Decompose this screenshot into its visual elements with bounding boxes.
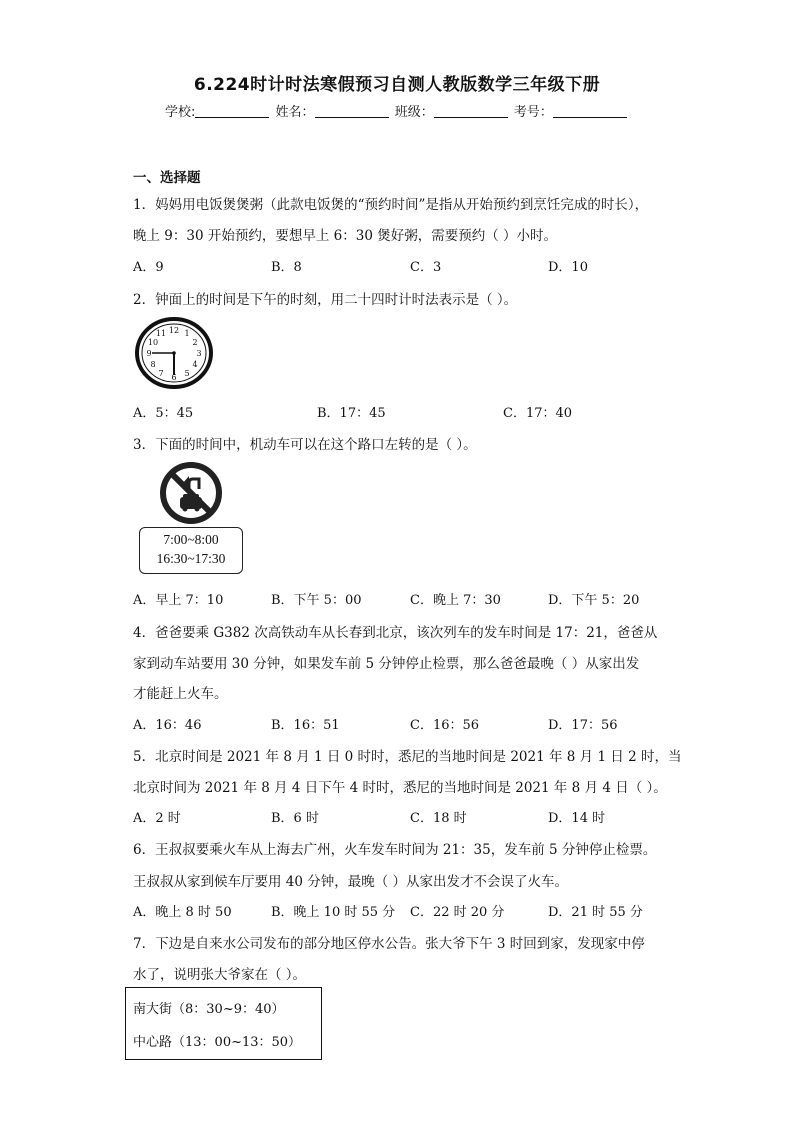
notice-line-1: 南大街（8：30~9：40） xyxy=(133,1002,285,1017)
q6-option-b: B．晚上 10 时 55 分 xyxy=(271,905,396,920)
notice-line-2: 中心路（13：00~13：50） xyxy=(133,1035,302,1050)
q6-option-d: D．21 时 55 分 xyxy=(548,905,643,920)
q6-line-1: 6．王叔叔要乘火车从上海去广州，火车发车时间为 21：35，发车前 5 分钟停止检票。 xyxy=(133,842,657,858)
q4-line-2: 家到动车站要用 30 分钟，如果发车前 5 分钟停止检票，那么爸爸最晚（ ）从家出发 xyxy=(133,656,640,672)
water-outage-notice xyxy=(125,987,322,1060)
name-label: 姓名： xyxy=(275,105,315,120)
q1-option-d: D．10 xyxy=(548,260,588,275)
q2-line-1: 2．钟面上的时间是下午的时刻，用二十四时计时法表示是（ ）。 xyxy=(133,292,518,308)
school-label: 学校: xyxy=(165,105,196,120)
q4-option-d: D．17：56 xyxy=(548,718,618,733)
svg-text:11: 11 xyxy=(155,329,167,338)
q5-option-a: A．2 时 xyxy=(133,811,181,826)
q1-line-1: 1．妈妈用电饭煲煲粥（此款电饭煲的“预约时间”是指从开始预约到烹饪完成的时长）， xyxy=(133,197,649,213)
class-label: 班级： xyxy=(394,105,434,120)
q6-option-a: A．晚上 8 时 50 xyxy=(133,905,232,920)
q5-option-c: C．18 时 xyxy=(410,811,467,826)
svg-text:1: 1 xyxy=(184,329,190,338)
q6-line-2: 王叔叔从家到候车厅要用 40 分钟，最晚（ ）从家出发才不会误了火车。 xyxy=(133,874,569,890)
q3-option-b: B．下午 5：00 xyxy=(271,593,362,608)
school-blank xyxy=(195,105,269,118)
q5-line-2: 北京时间为 2021 年 8 月 4 日下午 4 时时，悉尼的当地时间是 2021 年 8 月 4 日（ ）。 xyxy=(133,780,667,796)
svg-text:5: 5 xyxy=(184,369,190,378)
traffic-sign xyxy=(139,461,245,574)
q3-line-1: 3．下面的时间中，机动车可以在这个路口左转的是（ ）。 xyxy=(133,437,477,453)
id-blank xyxy=(553,105,627,118)
sign-time-1: 7:00~8:00 xyxy=(163,532,219,547)
svg-text:6: 6 xyxy=(171,373,177,382)
svg-text:4: 4 xyxy=(192,360,198,369)
q3-option-c: C．晚上 7：30 xyxy=(410,593,501,608)
student-info-row xyxy=(165,101,629,120)
q7-line-1: 7．下边是自来水公司发布的部分地区停水公告。张大爷下午 3 时回到家，发现家中停 xyxy=(133,936,645,952)
q5-option-d: D．14 时 xyxy=(548,811,606,826)
svg-text:12: 12 xyxy=(168,326,180,335)
q6-option-c: C．22 时 20 分 xyxy=(410,905,505,920)
svg-text:3: 3 xyxy=(196,349,202,358)
q2-option-a: A．5：45 xyxy=(133,406,194,421)
q5-option-b: B．6 时 xyxy=(271,811,319,826)
page-title: 6.224时计时法寒假预习自测人教版数学三年级下册 xyxy=(193,75,601,95)
class-blank xyxy=(434,105,508,118)
svg-text:8: 8 xyxy=(150,360,156,369)
q1-line-2: 晚上 9：30 开始预约，要想早上 6：30 煲好粥，需要预约（ ）小时。 xyxy=(133,228,557,244)
no-left-turn-sign-icon xyxy=(159,461,223,525)
svg-text:9: 9 xyxy=(146,349,152,358)
name-blank xyxy=(315,105,389,118)
sign-time-2: 16:30~17:30 xyxy=(156,551,226,566)
q4-option-a: A．16：46 xyxy=(133,718,202,733)
q3-option-a: A．早上 7：10 xyxy=(133,593,224,608)
sign-time-board xyxy=(139,527,243,574)
q2-option-b: B．17：45 xyxy=(317,406,386,421)
id-label: 考号： xyxy=(513,105,553,120)
q5-line-1: 5．北京时间是 2021 年 8 月 1 日 0 时时，悉尼的当地时间是 2021 年 8 月 1 日 2 时，当 xyxy=(133,749,682,765)
q4-option-c: C．16：56 xyxy=(410,718,480,733)
q4-line-3: 才能赶上火车。 xyxy=(133,686,228,702)
q4-line-1: 4．爸爸要乘 G382 次高铁动车从长春到北京，该次列车的发车时间是 17：21，爸爸从 xyxy=(133,625,658,641)
q1-option-b: B．8 xyxy=(271,260,302,275)
svg-text:2: 2 xyxy=(192,338,198,347)
clock-face-icon xyxy=(134,317,214,389)
svg-text:7: 7 xyxy=(158,369,164,378)
q1-option-a: A．9 xyxy=(133,260,164,275)
q3-option-d: D．下午 5：20 xyxy=(548,593,640,608)
section-title: 一、选择题 xyxy=(133,170,201,186)
svg-text:10: 10 xyxy=(147,338,159,347)
q1-option-c: C．3 xyxy=(410,260,442,275)
q7-line-2: 水了，说明张大爷家在（ ）。 xyxy=(133,967,307,983)
q4-option-b: B．16：51 xyxy=(271,718,340,733)
q2-option-c: C．17：40 xyxy=(503,406,573,421)
